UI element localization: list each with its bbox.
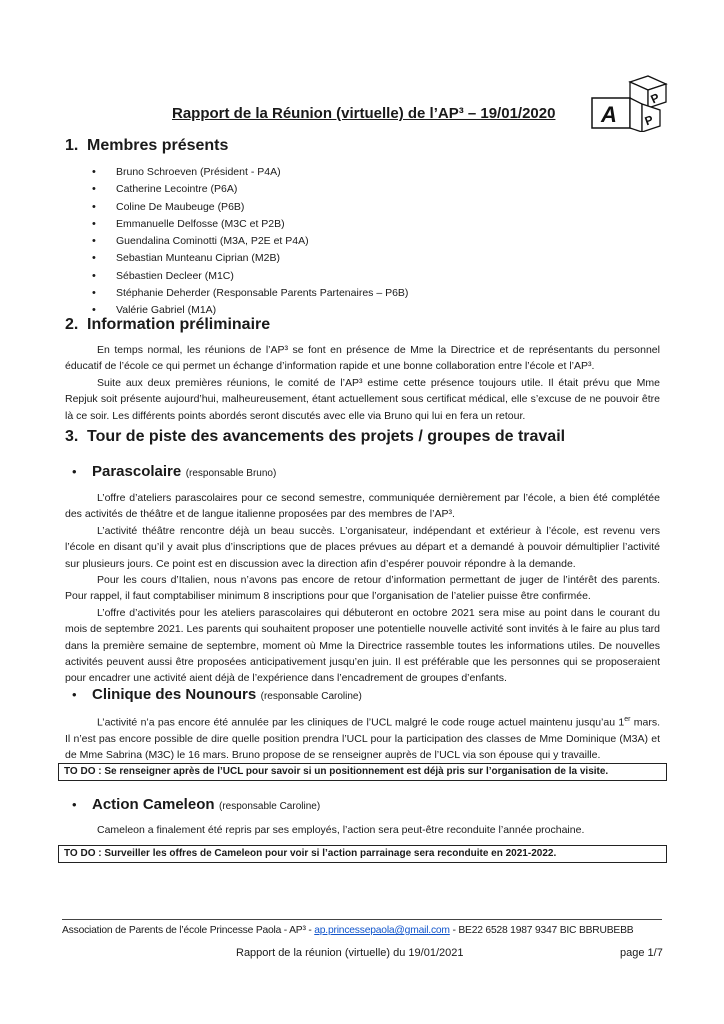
todo-box: TO DO : Se renseigner après de l’UCL pour savoir si un positionnement est déjà pris sur l’organisation de la visite. — [58, 763, 667, 781]
footer-report-title: Rapport de la réunion (virtuelle) du 19/01/2021 — [236, 947, 464, 959]
report-title: Rapport de la Réunion (virtuelle) de l’AP³ – 19/01/2020 — [172, 105, 556, 122]
logo-letter-p-top: P — [648, 90, 662, 107]
section-3-number: 3. — [65, 428, 79, 445]
footer-bank-text: - BE22 6528 1987 9347 BIC BBRUBEBB — [449, 925, 634, 936]
bullet: • — [72, 464, 77, 479]
section-2-title: Information préliminaire — [87, 316, 271, 333]
email-link[interactable]: ap.princessepaola@gmail.com — [314, 925, 450, 936]
footer-divider — [62, 919, 662, 920]
paragraph: L’activité théâtre rencontre déjà un beau succès. L’organisateur, indépendant et extérieur à l’école, est revenu vers l’école en disant qu’il y avait plus d’inscriptions que de places prévues au départ et a demandé à pouvoir démultiplier l’activité sur plusieurs jours. Ce point est en discussion avec la direction afin d’espérer pouvoir répondre à la demande. — [65, 525, 660, 570]
list-item: • Guendalina Cominotti (M3A, P2E et P4A) — [92, 233, 408, 250]
logo-letter-p-side: P — [642, 112, 656, 129]
paragraph-text: L’activité n’a pas encore été annulée par les cliniques de l’UCL malgré le code rouge actuel maintenu jusqu’au 1 — [97, 716, 625, 729]
section-1-title: Membres présents — [87, 137, 229, 154]
parascolaire-title: Parascolaire — [92, 463, 182, 480]
paragraph: Suite aux deux premières réunions, le comité de l’AP³ estime cette présence toujours utile. Il était prévu que Mme Repjuk soit présente aujourd’hui, malheureusement, étant actuellement sous certificat médical, elle s’excuse de ne pouvoir être là ce soir. Les différents points abordés seront discutés avec elle via Bruno qui lui en fera un retour. — [65, 377, 660, 422]
bullet: • — [72, 797, 77, 812]
cameleon-heading — [72, 796, 320, 814]
list-item: • Bruno Schroeven (Président - P4A) — [92, 164, 408, 181]
todo-box: TO DO : Surveiller les offres de Cameleon pour voir si l’action parrainage sera reconduite en 2021-2022. — [58, 845, 667, 863]
list-item: • Emmanuelle Delfosse (M3C et P2B) — [92, 216, 408, 233]
section-2-heading — [65, 316, 270, 334]
logo-letter-a: A — [601, 102, 617, 127]
bullet: • — [72, 687, 77, 702]
clinique-heading — [72, 686, 362, 704]
clinique-responsible: (responsable Caroline) — [260, 691, 362, 702]
footer-association — [62, 925, 672, 936]
parascolaire-responsible: (responsable Bruno) — [185, 468, 277, 479]
list-item: • Sebastian Munteanu Ciprian (M2B) — [92, 250, 408, 267]
paragraph: L’offre d’activités pour les ateliers parascolaires qui débuteront en octobre 2021 sera mise au point dans le courant du mois de septembre 2021. Les parents qui souhaitent proposer une potentielle nouvelle activité sont invités à le faire au plus tard dans la première semaine de septembre, moment où Mme la Directrice rassemble toutes les informations utiles. De nouvelles activités peuvent aussi être proposées anticipativement jusqu’en juin. Il est préférable que les personnes qui se proposeraient pour encadrer une activité aient déjà de l’expérience dans l’encadrement de groupes d’enfants. — [65, 607, 660, 685]
members-list — [92, 164, 408, 320]
cameleon-responsible: (responsable Caroline) — [218, 801, 321, 812]
list-item: • Stéphanie Deherder (Responsable Parents Partenaires – P6B) — [92, 285, 408, 302]
cameleon-title: Action Cameleon — [92, 796, 215, 813]
footer-assoc-text: Association de Parents de l’école Princesse Paola - AP³ - — [62, 925, 315, 936]
list-item: • Catherine Lecointre (P6A) — [92, 181, 408, 198]
section-3-heading — [65, 428, 565, 446]
clinique-title: Clinique des Nounours — [92, 686, 257, 703]
paragraph: En temps normal, les réunions de l’AP³ se font en présence de Mme la Directrice et de représentants du personnel éducatif de l’école ce qui permet un échange d’information rapide et une bonne collaboration entre l’école et l’AP³. — [65, 344, 660, 373]
list-item: • Sébastien Decleer (M1C) — [92, 268, 408, 285]
parascolaire-heading — [72, 463, 276, 481]
superscript: er — [624, 716, 631, 723]
paragraph: L’offre d’ateliers parascolaires pour ce second semestre, communiquée dernièrement par l’école, a bien été complétée des activités de théâtre et de langue italienne proposées par des membres de l’AP³. — [65, 492, 660, 521]
paragraph-text: mars. Il n’est pas encore possible de dire quelle position prendra l’UCL pour la participation des classes de Mme Dominique (M3A) et de Mme Sabrina (M3C) le 16 mars. Bruno propose de se renseigner auprès de l’UCL via son épouse qui y travaille. — [65, 716, 660, 762]
paragraph: Cameleon a finalement été repris par ses employés, l’action sera peut-être reconduite l’année prochaine. — [97, 824, 585, 836]
section-3-title: Tour de piste des avancements des projets / groupes de travail — [87, 428, 566, 445]
list-item: • Coline De Maubeuge (P6B) — [92, 199, 408, 216]
list-item: • Valérie Gabriel (M1A) — [92, 302, 408, 319]
section-2-number: 2. — [65, 316, 79, 333]
section-1-number: 1. — [65, 137, 79, 154]
page-number: page 1/7 — [620, 947, 663, 959]
paragraph: Pour les cours d’Italien, nous n’avons pas encore de retour d’information permettant de juger de l’intérêt des parents. Pour rappel, il faut comptabiliser minimum 8 inscriptions pour que l’organisation de l’atelier puisse être confirmée. — [65, 574, 660, 603]
section-1-heading — [65, 137, 228, 155]
ap3-logo — [590, 74, 668, 132]
paragraph — [65, 712, 660, 763]
